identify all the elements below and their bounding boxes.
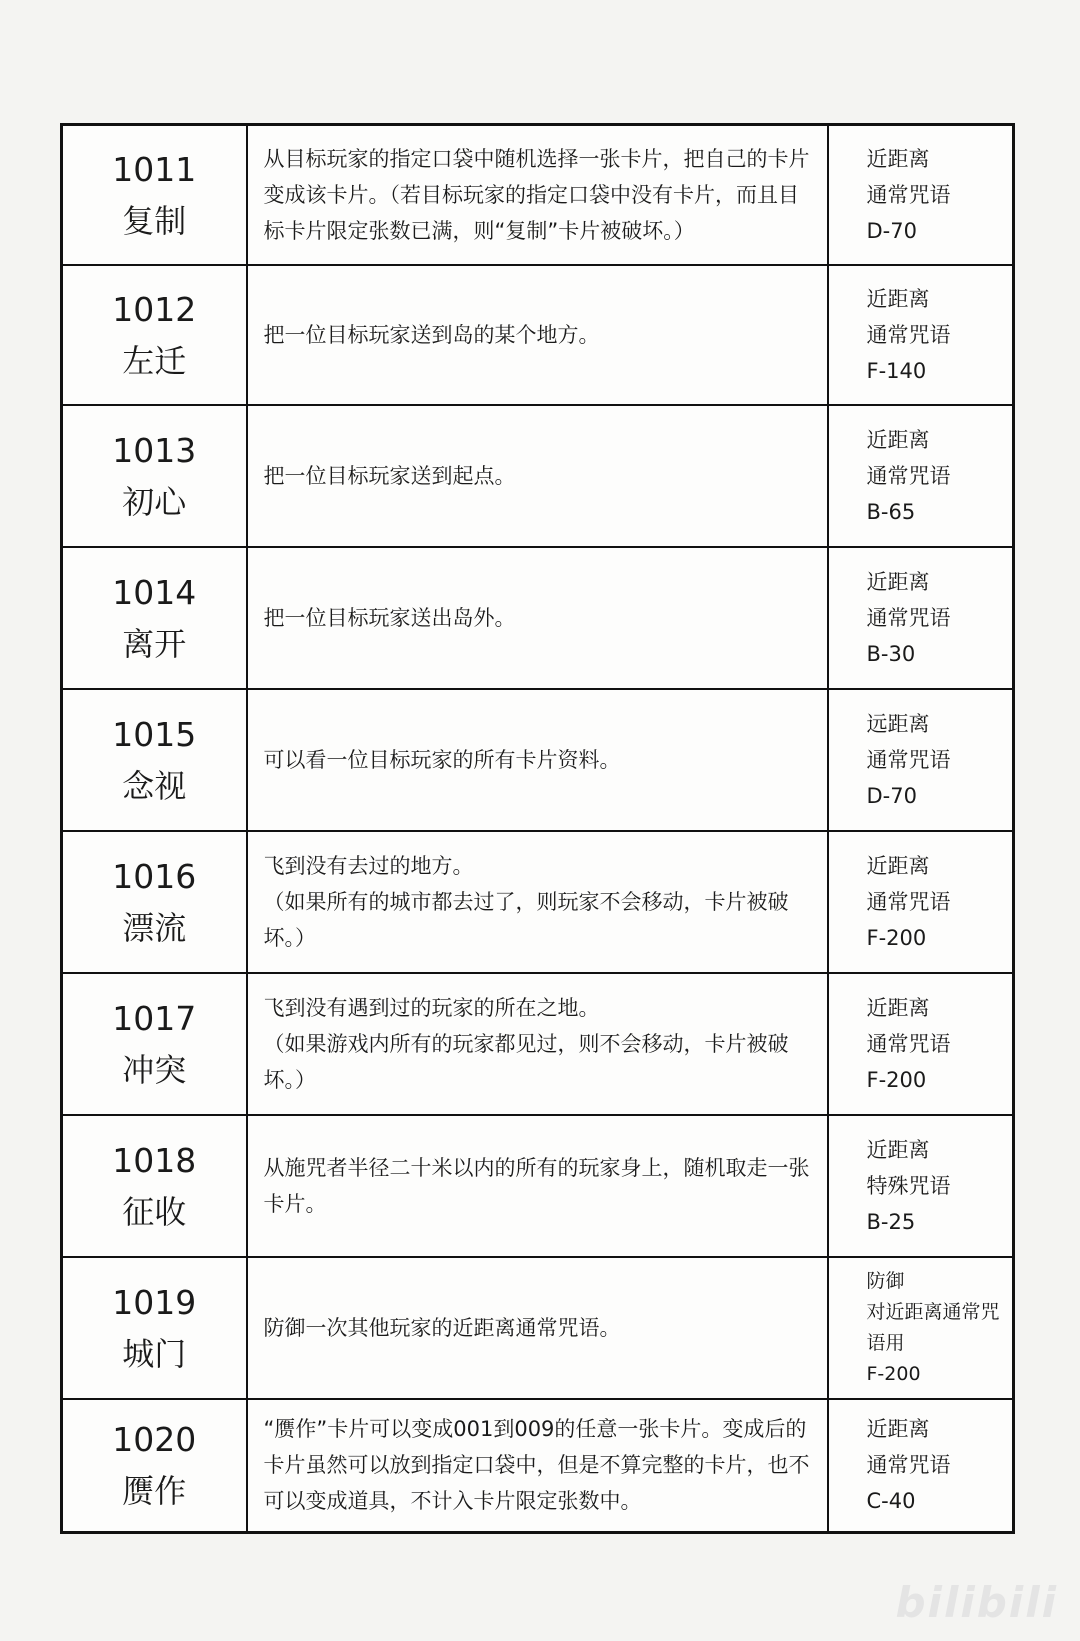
card-description: 可以看一位目标玩家的所有卡片资料。 [263,747,621,772]
card-range: 近距离 [866,286,930,311]
card-row [62,973,1014,1115]
card-name: 城门 [122,1334,187,1373]
card-id-cell [62,1115,247,1257]
card-name: 冲突 [122,1050,187,1089]
card-row [62,1115,1014,1257]
card-type: 通常咒语 [866,463,951,488]
card-rank: B-25 [866,1209,916,1234]
card-range: 近距离 [866,995,930,1020]
card-range: 远距离 [866,711,930,736]
card-description: 把一位目标玩家送到起点。 [263,463,516,488]
card-number: 1014 [112,572,197,612]
card-range: 近距离 [866,853,930,878]
card-name: 左迁 [122,341,187,380]
card-description-cell [247,547,828,689]
card-meta-cell [828,1399,1014,1533]
card-description: 防御一次其他玩家的近距离通常咒语。 [263,1315,621,1340]
card-rank: B-30 [866,641,916,666]
card-id-cell [62,125,247,265]
card-name: 赝作 [122,1472,187,1511]
card-description-cell [247,1399,828,1533]
card-number: 1020 [112,1420,197,1460]
card-table [60,123,1015,1534]
card-type: 特殊咒语 [866,1173,951,1198]
card-type: 通常咒语 [866,889,951,914]
card-description: 飞到没有去过的地方。 （如果所有的城市都去过了，则玩家不会移动，卡片被破坏。） [263,853,789,950]
card-id-cell [62,689,247,831]
card-number: 1019 [112,1282,197,1322]
card-rank: B-65 [866,499,916,524]
card-meta-cell [828,689,1014,831]
card-rank: F-140 [866,358,927,383]
card-range: 防御 [866,1269,905,1292]
card-range: 近距离 [866,1417,930,1442]
card-id-cell [62,265,247,405]
card-rank: F-200 [866,1067,927,1092]
card-id-cell [62,547,247,689]
card-description-cell [247,405,828,547]
card-name: 离开 [122,624,187,663]
card-range: 近距离 [866,146,930,171]
card-description-cell [247,1257,828,1399]
card-range: 近距离 [866,569,930,594]
card-row [62,265,1014,405]
card-name: 念视 [122,766,187,805]
card-row [62,831,1014,973]
card-name: 复制 [122,201,187,240]
card-range: 近距离 [866,427,930,452]
card-type: 通常咒语 [866,322,951,347]
card-description-cell [247,125,828,265]
card-rank: F-200 [866,925,927,950]
card-rank: F-200 [866,1362,921,1385]
card-number: 1011 [112,149,197,189]
card-id-cell [62,1257,247,1399]
card-type: 对近距离通常咒语用 [866,1300,1000,1354]
card-description: 从施咒者半径二十米以内的所有的玩家身上，随机取走一张卡片。 [263,1155,810,1216]
card-rank: C-40 [866,1489,916,1514]
card-id-cell [62,405,247,547]
card-row [62,689,1014,831]
card-number: 1017 [112,998,197,1038]
card-name: 初心 [122,482,187,521]
card-meta-cell [828,1115,1014,1257]
card-meta-cell [828,405,1014,547]
card-name: 漂流 [122,908,187,947]
card-rank: D-70 [866,218,917,243]
card-id-cell [62,831,247,973]
card-description: “赝作”卡片可以变成001到009的任意一张卡片。变成后的卡片虽然可以放到指定口袋中，但是不算完整的卡片，也不可以变成道具，不计入卡片限定张数中。 [263,1417,810,1514]
card-description-cell [247,831,828,973]
card-id-cell [62,1399,247,1533]
card-meta-cell [828,547,1014,689]
card-type: 通常咒语 [866,1453,951,1478]
card-id-cell [62,973,247,1115]
card-row [62,125,1014,265]
watermark-logo: bilibili [895,1578,1058,1627]
card-description: 从目标玩家的指定口袋中随机选择一张卡片，把自己的卡片变成该卡片。（若目标玩家的指定口袋中没有卡片，而且目标卡片限定张数已满，则“复制”卡片被破坏。） [263,146,810,243]
card-number: 1013 [112,430,197,470]
card-description-cell [247,1115,828,1257]
card-description-cell [247,973,828,1115]
card-number: 1015 [112,714,197,754]
card-type: 通常咒语 [866,747,951,772]
card-row [62,405,1014,547]
card-name: 征收 [122,1192,187,1231]
card-meta-cell [828,973,1014,1115]
card-row [62,547,1014,689]
card-description: 把一位目标玩家送出岛外。 [263,605,516,630]
card-number: 1012 [112,289,197,329]
card-description-cell [247,689,828,831]
card-meta-cell [828,265,1014,405]
card-range: 近距离 [866,1137,930,1162]
card-description-cell [247,265,828,405]
card-meta-cell [828,1257,1014,1399]
card-type: 通常咒语 [866,182,951,207]
card-type: 通常咒语 [866,1031,951,1056]
card-row [62,1399,1014,1533]
card-description: 飞到没有遇到过的玩家的所在之地。 （如果游戏内所有的玩家都见过，则不会移动，卡片被破坏。） [263,995,789,1092]
card-meta-cell [828,831,1014,973]
card-number: 1018 [112,1140,197,1180]
card-number: 1016 [112,856,197,896]
card-meta-cell [828,125,1014,265]
card-rank: D-70 [866,783,917,808]
card-type: 通常咒语 [866,605,951,630]
card-description: 把一位目标玩家送到岛的某个地方。 [263,322,600,347]
card-row [62,1257,1014,1399]
